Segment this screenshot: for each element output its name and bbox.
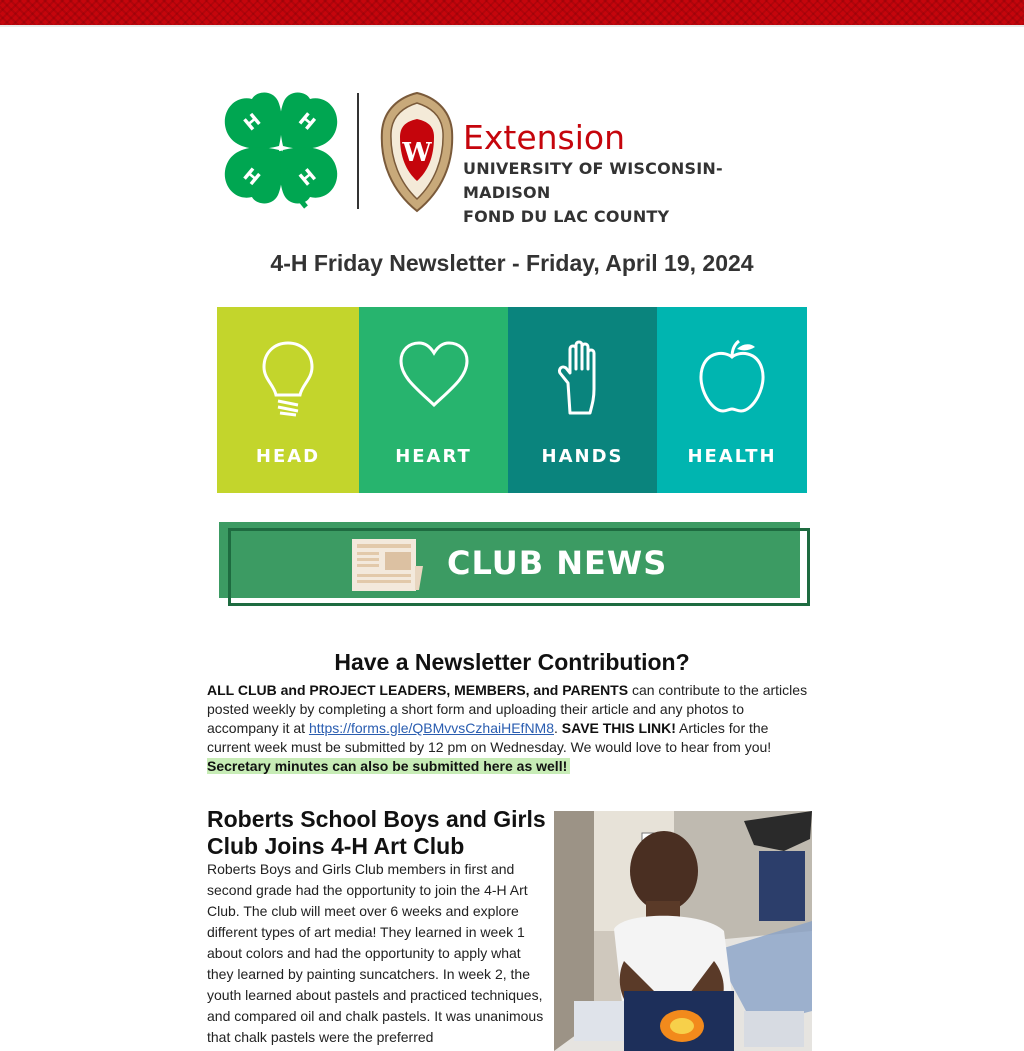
- four-h-clover-logo: [222, 91, 340, 211]
- four-h-health: [657, 307, 807, 493]
- article-title: Roberts School Boys and Girls Club Joins 4-H Art Club: [207, 806, 546, 859]
- secretary-minutes-highlight: Secretary minutes can also be submitted here as well!: [207, 758, 570, 774]
- heart-icon: [397, 339, 471, 409]
- clover-h-3: H: [238, 164, 264, 190]
- clover-h-1: H: [240, 109, 266, 136]
- contribution-text-3: Articles for the current week must be submitted by 12 pm on Wednesday. We would love to hear from you!: [207, 720, 772, 755]
- extension-wordmark: [463, 119, 803, 229]
- hands-label: HANDS: [541, 446, 624, 467]
- article-body: Roberts Boys and Girls Club members in first and second grade had the opportunity to join the 4-H Art Club. The club will meet over 6 weeks and explore different types of art media! They learned in week 1 about colors and had the opportunity to apply what they learned by painting suncatchers. In week 2, the youth learned about pastels and practiced techniques, and compared oil and chalk pastels. It was unanimous that chalk pastels were the preferred: [207, 861, 544, 1045]
- article-photo-illustration: [554, 811, 812, 1051]
- contribution-text-2: .: [554, 720, 562, 736]
- county-name: FOND DU LAC COUNTY: [463, 207, 670, 226]
- crest-w: W: [402, 138, 432, 168]
- apple-icon: [697, 339, 767, 415]
- uw-crest-logo: [378, 91, 456, 213]
- university-name: UNIVERSITY OF WISCONSIN-MADISON: [463, 159, 723, 202]
- header-logos: [222, 91, 802, 226]
- banner-label: CLUB NEWS: [447, 544, 668, 582]
- contribution-text-1: can contribute to the articles posted weekly by completing a short form and uploading their article and any photos to accompany it at: [207, 682, 808, 736]
- top-decorative-bar: [0, 0, 1024, 27]
- logo-divider: [357, 93, 359, 209]
- contribution-title: Have a Newsletter Contribution?: [334, 649, 690, 675]
- newsletter-title: 4-H Friday Newsletter - Friday, April 19, 2024: [270, 250, 754, 276]
- contribution-form-link[interactable]: https://forms.gle/QBMvvsCzhaiHEfNM8: [308, 720, 554, 736]
- newspaper-icon: [351, 538, 423, 592]
- article-photo: [554, 811, 812, 1051]
- save-link-note: SAVE THIS LINK!: [561, 720, 676, 736]
- health-label: HEALTH: [687, 446, 777, 467]
- club-news-banner: [219, 522, 810, 608]
- contribution-lead: ALL CLUB and PROJECT LEADERS, MEMBERS, and PARENTS: [207, 682, 629, 698]
- head-label: HEAD: [255, 446, 321, 467]
- heart-label: HEART: [395, 446, 472, 467]
- four-h-head: [217, 307, 359, 493]
- clover-h-4: H: [295, 164, 321, 191]
- contribution-text: [207, 681, 812, 776]
- clover-h-2: H: [294, 108, 320, 135]
- extension-word: Extension: [463, 118, 626, 157]
- four-h-hands: [508, 307, 657, 493]
- hand-icon: [556, 339, 610, 415]
- four-h-panel: [217, 307, 807, 493]
- lightbulb-icon: [258, 339, 318, 419]
- four-h-heart: [359, 307, 508, 493]
